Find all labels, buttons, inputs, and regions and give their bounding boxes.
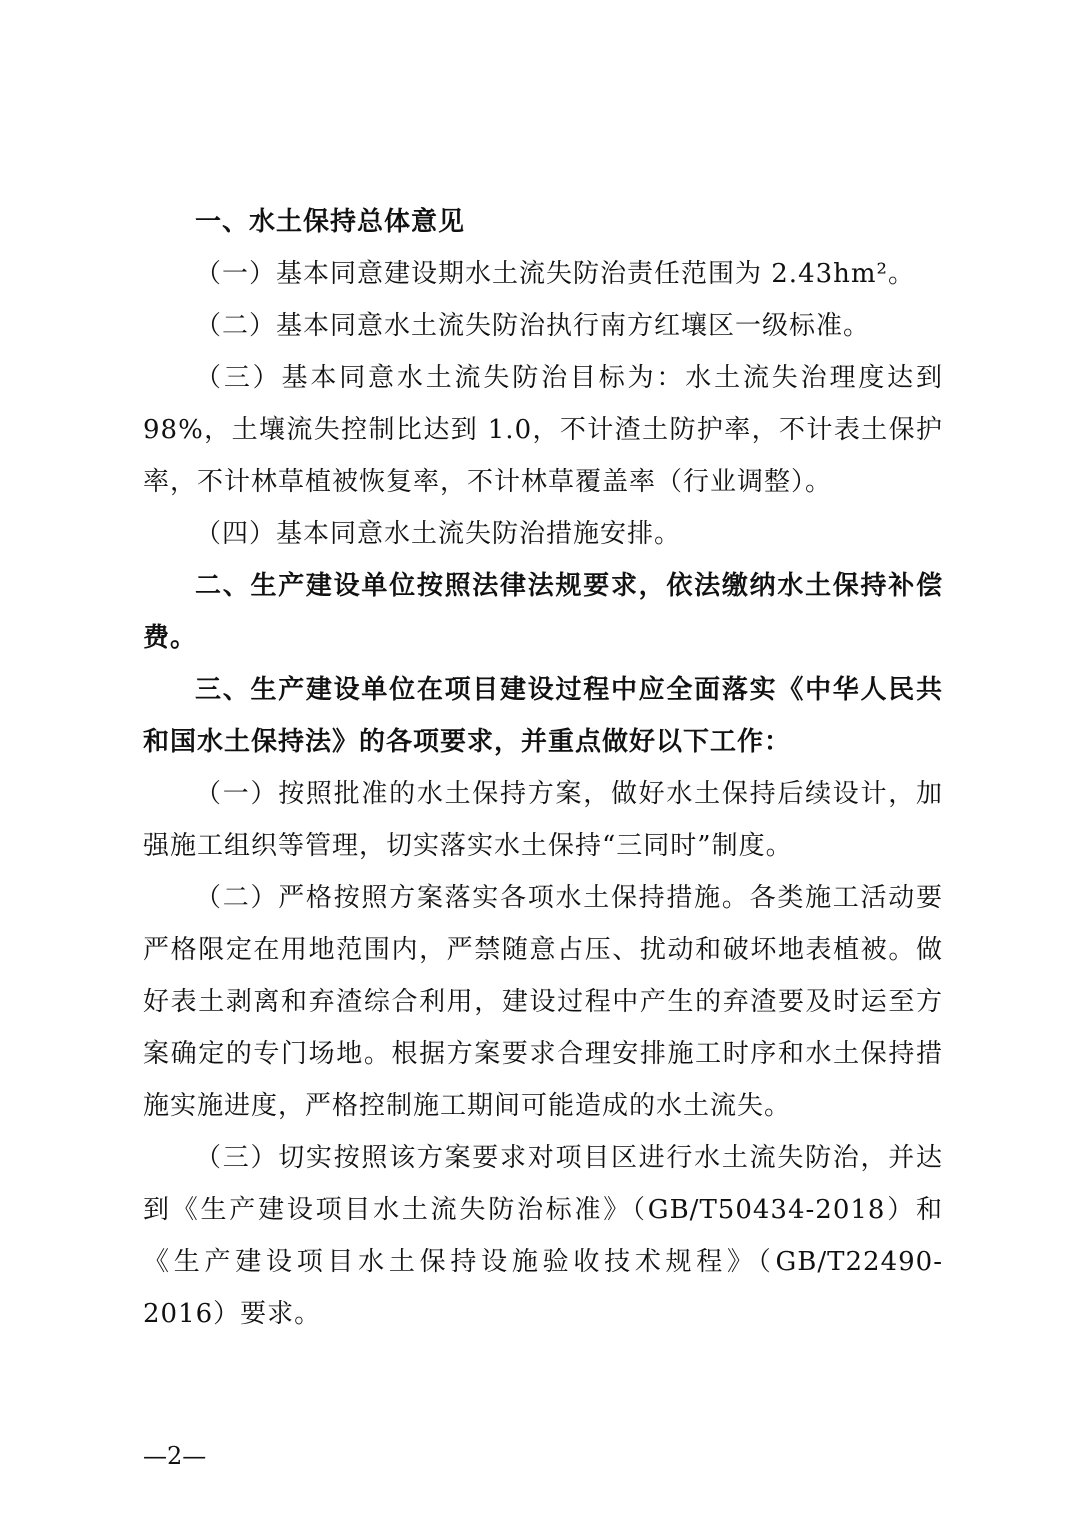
- paragraph-1-3: （三）基本同意水土流失防治目标为：水土流失治理度达到98%，土壤流失控制比达到 1.0，不计渣土防护率，不计表土保护率，不计林草植被恢复率，不计林草覆盖率（行业调整）。: [143, 363, 943, 497]
- paragraph-1-1: （一）基本同意建设期水土流失防治责任范围为 2.43hm²。: [195, 259, 915, 289]
- paragraph-1-4: （四）基本同意水土流失防治措施安排。: [195, 519, 682, 549]
- paragraph-3-3: （三）切实按照该方案要求对项目区进行水土流失防治，并达到《生产建设项目水土流失防治标准》（GB/T50434-2018）和《生产建设项目水土保持设施验收技术规程》（GB/T22490-2016）要求。: [143, 1143, 943, 1329]
- section-heading-2: 二、生产建设单位按照法律法规要求，依法缴纳水土保持补偿费。: [143, 571, 943, 653]
- paragraph-3-1: （一）按照批准的水土保持方案，做好水土保持后续设计，加强施工组织等管理，切实落实水土保持“三同时”制度。: [143, 779, 943, 861]
- page-number: —2—: [143, 1442, 207, 1470]
- document-body: [143, 196, 943, 1340]
- paragraph-3-2: （二）严格按照方案落实各项水土保持措施。各类施工活动要严格限定在用地范围内，严禁随意占压、扰动和破坏地表植被。做好表土剥离和弃渣综合利用，建设过程中产生的弃渣要及时运至方案确定的专门场地。根据方案要求合理安排施工时序和水土保持措施实施进度，严格控制施工期间可能造成的水土流失。: [143, 883, 943, 1121]
- section-heading-1: 一、水土保持总体意见: [195, 207, 466, 237]
- paragraph-1-2: （二）基本同意水土流失防治执行南方红壤区一级标准。: [195, 311, 871, 341]
- section-heading-3: 三、生产建设单位在项目建设过程中应全面落实《中华人民共和国水土保持法》的各项要求，并重点做好以下工作：: [143, 675, 943, 757]
